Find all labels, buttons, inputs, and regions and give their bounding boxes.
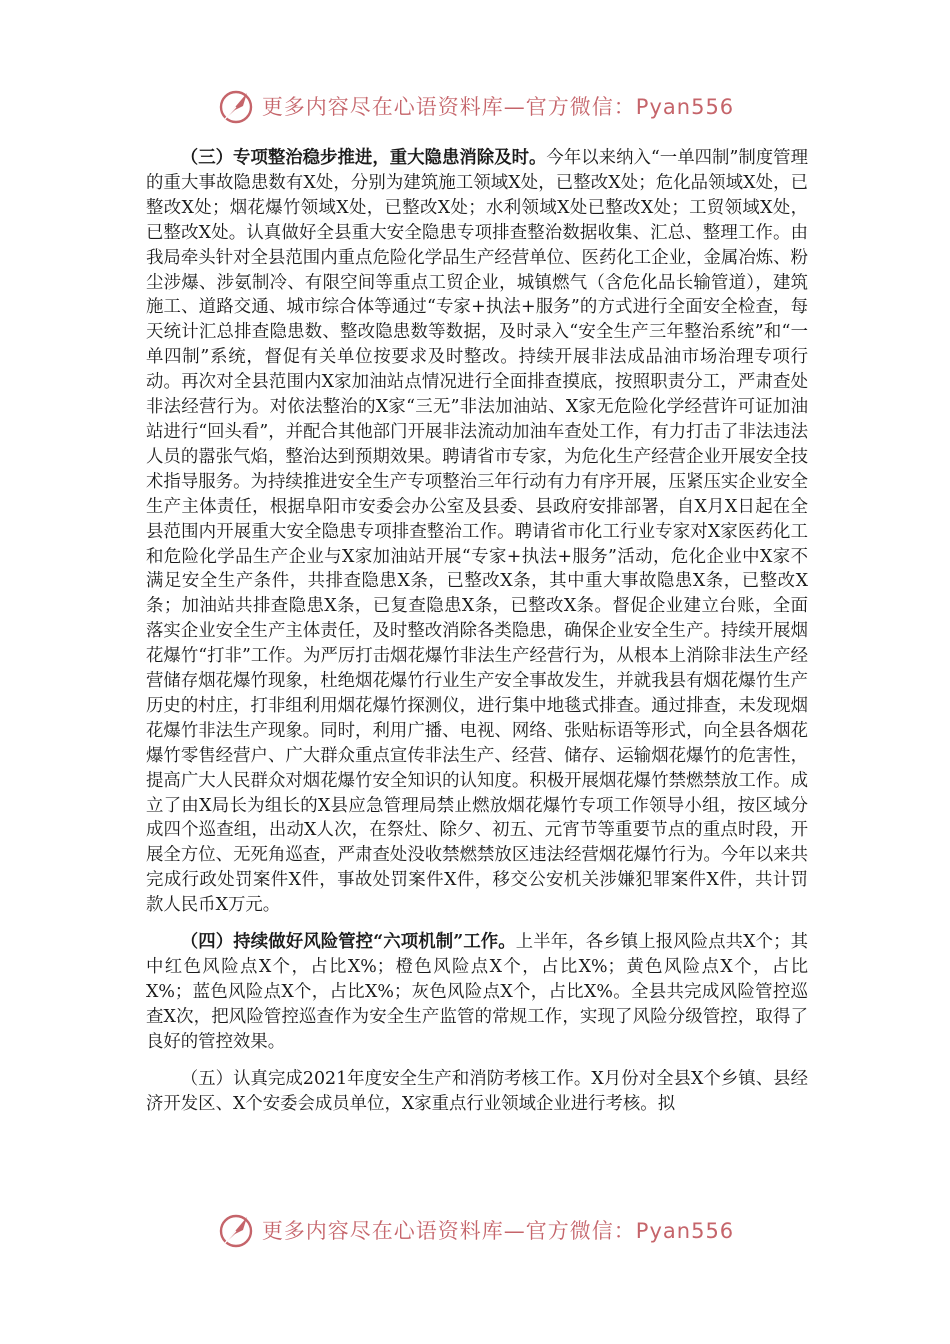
paragraph-risk-control [146, 930, 808, 1055]
paragraph-annual-assessment [146, 1067, 808, 1117]
watermark-banner-top [0, 84, 950, 128]
document-body [146, 146, 808, 1116]
watermark-text: 更多内容尽在心语资料库—官方微信：Pyan556 [261, 95, 735, 119]
watermark-text: 更多内容尽在心语资料库—官方微信：Pyan556 [261, 1219, 735, 1243]
paragraph-heading: （三）专项整治稳步推进，重大隐患消除及时。 [180, 148, 547, 168]
quill-circle-logo-icon [216, 86, 256, 126]
paragraph-special-rectification [146, 146, 808, 918]
paragraph-text: 上半年，各乡镇上报风险点共X个；其中红色风险点X个，占比X%；橙色风险点X个，占比X%；黄色风险点X个，占比X%；蓝色风险点X个，占比X%；灰色风险点X个，占比X%。全县共完成风险管控巡查X次，把风险管控巡查作为安全生产监管的常规工作，实现了风险分级管控，取得了良好的管控效果。 [146, 932, 808, 1052]
paragraph-text: （五）认真完成2021年度安全生产和消防考核工作。X月份对全县X个乡镇、县经济开发区、X个安委会成员单位，X家重点行业领域企业进行考核。拟 [146, 1068, 808, 1114]
watermark-banner-bottom [0, 1208, 950, 1252]
quill-circle-logo-icon [216, 1210, 256, 1250]
paragraph-heading: （四）持续做好风险管控“六项机制”工作。 [180, 932, 516, 953]
paragraph-text: 今年以来纳入“一单四制”制度管理的重大事故隐患数有X处，分别为建筑施工领域X处，已整改X处；危化品领域X处，已整改X处；烟花爆竹领域X处，已整改X处；水利领域X处已整改X处；工贸领域X处，已整改X处。认真做好全县重大安全隐患专项排查整治数据收集、汇总、整理工作。由我局牵头针对全县范围内重点危险化学品生产经营单位、医药化工企业，金属冶炼、粉尘涉爆、涉氨制冷、有限空间等重点工贸企业，城镇燃气（含危化品长输管道），建筑施工、道路交通、城市综合体等通过“专家+执法+服务”的方式进行全面安全检查，每天统计汇总排查隐患数、整改隐患数等数据，及时录入“安全生产三年整治系统”和“一单四制”系统，督促有关单位按要求及时整改。持续开展非法成品油市场治理专项行动。再次对全县范围内X家加油站点情况进行全面排查摸底，按照职责分工，严肃查处非法经营行为。对依法整治的X家“三无”非法加油站、X家无危险化学经营许可证加油站进行“回头看”，并配合其他部门开展非法流动加油车查处工作，有力打击了非法违法人员的嚣张气焰，整治达到预期效果。聘请省市专家，为危化生产经营企业开展安全技术指导服务。为持续推进安全生产专项整治三年行动有力有序开展，压紧压实企业安全生产主体责任，根据阜阳市安委会办公室及县委、县政府安排部署，自X月X日起在全县范围内开展重大安全隐患专项排查整治工作。聘请省市化工行业专家对X家医药化工和危险化学品生产企业与X家加油站开展“专家+执法+服务”活动，危化企业中X家不满足安全生产条件，共排查隐患X条，已整改X条，其中重大事故隐患X条，已整改X条；加油站共排查隐患X条，已复查隐患X条，已整改X条。督促企业建立台账，全面落实企业安全生产主体责任，及时整改消除各类隐患，确保企业安全生产。持续开展烟花爆竹“打非”工作。为严厉打击烟花爆竹非法生产经营行为，从根本上消除非法生产经营储存烟花爆竹现象，杜绝烟花爆竹行业生产安全事故发生，并就我县有烟花爆竹生产历史的村庄，打非组利用烟花爆竹探测仪，进行集中地毯式排查。通过排查，未发现烟花爆竹非法生产现象。同时，利用广播、电视、网络、张贴标语等形式，向全县各烟花爆竹零售经营户、广大群众重点宣传非法生产、经营、储存、运输烟花爆竹的危害性，提高广大人民群众对烟花爆竹安全知识的认知度。积极开展烟花爆竹禁燃禁放工作。成立了由X局长为组长的X县应急管理局禁止燃放烟花爆竹专项工作领导小组，按区域分成四个巡查组，出动X人次，在祭灶、除夕、初五、元宵节等重要节点的重点时段，开展全方位、无死角巡查，严肃查处没收禁燃禁放区违法经营烟花爆竹行为。今年以来共完成行政处罚案件X件，事故处罚案件X件，移交公安机关涉嫌犯罪案件X件，共计罚款人民币X万元。 [146, 148, 808, 916]
